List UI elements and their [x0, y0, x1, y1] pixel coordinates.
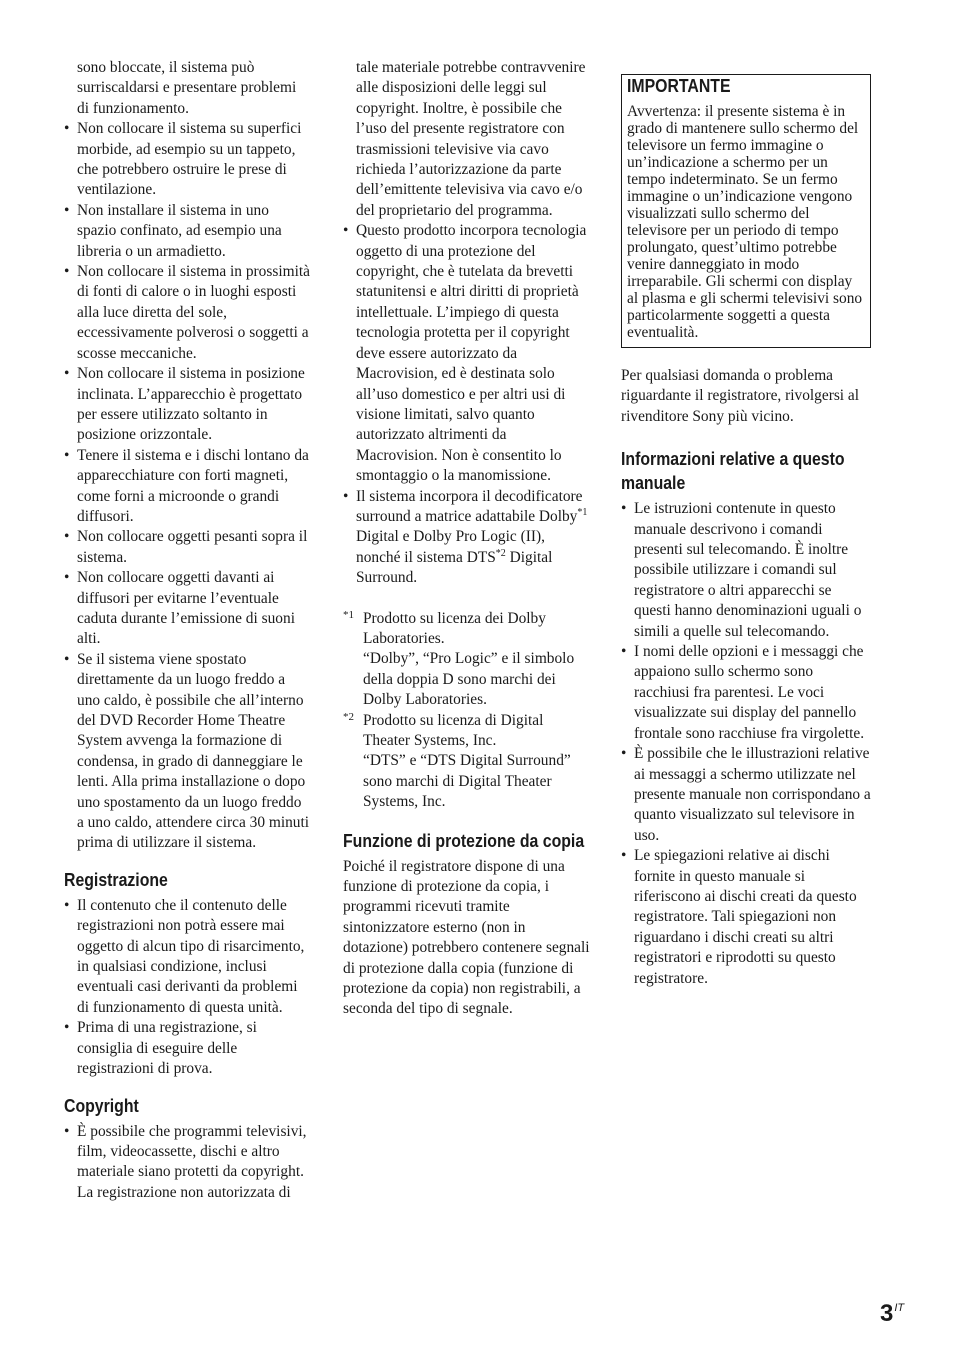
list-item: • Non collocare il sistema in prossimità di fonti di calore o in luoghi esposti alla luce diretta del sole, eccessivamente polverosi o soggetti a scosse meccaniche. [64, 262, 310, 364]
copyright-list-continued [343, 58, 591, 589]
footnote-text: “DTS” e “DTS Digital Surround” sono marchi di Digital Theater Systems, Inc. [363, 752, 571, 811]
list-item: • Non collocare oggetti pesanti sopra il sistema. [64, 527, 310, 568]
footnote-ref-2: *2 [495, 547, 506, 559]
column-3 [621, 58, 871, 989]
importante-body: Avvertenza: il presente sistema è in grado di mantenere sullo schermo del televisore un fermo immagine o un’indicazione a schermo per un tempo indeterminato. Se un fermo immagine o un’indicazione vengono visualizzati sullo schermo del televisore per un periodo di tempo prolungato, quest’ultimo potrebbe venire danneggiato in modo irreparabile. Gli schermi con display al plasma e gli schermi televisivi sono particolarmente soggetti a questa eventualità. [627, 103, 863, 341]
list-item: • Non collocare il sistema in posizione inclinata. L’apparecchio è progettato per essere utilizzato soltanto in posizione orizzontale. [64, 364, 310, 446]
list-item: • Questo prodotto incorpora tecnologia oggetto di una protezione del copyright, che è tutelata da brevetti statunitensi e altri diritti di proprietà intellettuale. L’impiego di questa tecnologia protetta per il copyright deve essere autorizzato da Macrovision, ed è destinata solo all’uso domestico e per altri usi di visione limitati, salvo quanto autorizzato altrimenti da Macrovision. Non è consentito lo smontaggio o la manomissione. [343, 221, 591, 486]
list-item-dolby [343, 487, 591, 589]
list-item: • Il contenuto che il contenuto delle registrazioni non potrà essere mai oggetto di alcun tipo di risarcimento, in qualsiasi condizione, inclusi eventuali casi derivanti da problemi di funzionamento di questa unità. [64, 896, 310, 1018]
info-heading: Informazioni relative a questo manuale [621, 449, 845, 494]
info-list [621, 499, 871, 989]
list-item: • Se il sistema viene spostato direttamente da un luogo freddo a uno caldo, è possibile che all’interno del DVD Recorder Home Theatre System avvenga la formazione di condensa, in grado di danneggiare le lenti. Alla prima installazione o dopo uno spostamento da un luogo freddo a uno caldo, attendere circa 30 minuti prima di utilizzare il sistema. [64, 650, 310, 854]
list-item: • Non installare il sistema in uno spazio confinato, ad esempio una libreria o un armadietto. [64, 201, 310, 262]
registrazione-heading: Registrazione [64, 869, 168, 890]
page-locale: IT [894, 1302, 905, 1314]
list-item: • Prima di una registrazione, si consiglia di eseguire delle registrazioni di prova. [64, 1018, 310, 1079]
footnote-mark: *2 [343, 710, 354, 723]
dolby-text-3: Digital Surround. [356, 548, 553, 587]
list-item: • Le spiegazioni relative ai dischi fornite in questo manuale si riferiscono ai dischi creati da questo registratore. Tali spiegazioni non riguardano i dischi creati su altri registratori e riprodotti su questo registratore. [621, 846, 871, 989]
importante-heading: IMPORTANTE [627, 76, 731, 96]
precautions-list [64, 58, 310, 854]
contact-paragraph: Per qualsiasi domanda o problema riguardante il registratore, rivolgersi al rivenditore Sony più vicino. [621, 367, 860, 425]
footnote-mark: *1 [343, 608, 354, 621]
list-item: • Tenere il sistema e i dischi lontano da apparecchiature con forti magneti, come forni a microonde o grandi diffusori. [64, 446, 310, 528]
list-item: • Non collocare il sistema su superfici morbide, ad esempio su un tappeto, che potrebbero ostruire le prese di ventilazione. [64, 119, 310, 201]
column-2 [343, 58, 591, 1020]
footnote-2 [343, 711, 591, 813]
importante-box [621, 74, 871, 348]
page-number-value: 3 [880, 1300, 894, 1327]
list-item: • Non collocare oggetti davanti ai diffusori per evitarne l’eventuale caduta durante l’emissione di suoni alti. [64, 568, 310, 650]
column-1 [64, 58, 310, 1203]
protezione-body: Poiché il registratore dispone di una funzione di protezione da copia, i programmi ricevuti tramite sintonizzatore esterno (non in dotazione) potrebbero contenere segnali di protezione dalla copia (funzione di protezione da copia) non registrabili, a seconda del tipo di segnale. [343, 857, 590, 1018]
copyright-heading: Copyright [64, 1095, 139, 1116]
protezione-heading: Funzione di protezione da copia [343, 830, 585, 851]
footnote-text: Prodotto su licenza di Digital Theater Systems, Inc. [363, 711, 544, 749]
footnote-1 [343, 609, 591, 711]
footnote-text: Prodotto su licenza dei Dolby Laboratories. [363, 609, 546, 647]
list-item: tale materiale potrebbe contravvenire alle disposizioni delle leggi sul copyright. Inoltre, è possibile che l’uso del presente registratore con trasmissioni televisive via cavo richieda l’autorizzazione da parte dell’emittente televisiva via cavo e/o del proprietario del programma. [356, 59, 586, 219]
copyright-list [64, 1122, 310, 1204]
footnote-ref-1: *1 [577, 506, 588, 518]
list-item: • I nomi delle opzioni e i messaggi che appaiono sullo schermo sono racchiusi fra parentesi. Le voci visualizzate sui display del pannello frontale sono racchiuse fra virgolette. [621, 642, 871, 744]
dolby-text-1: Il sistema incorpora il decodificatore surround a matrice adattabile Dolby [356, 487, 583, 525]
registrazione-list [64, 896, 310, 1080]
list-item: sono bloccate, il sistema può surriscaldarsi e presentare problemi di funzionamento. [77, 59, 297, 117]
list-item: • Le istruzioni contenute in questo manuale descrivono i comandi presenti sul telecomando. È inoltre possibile utilizzare i comandi sul registratore o altri apparecchi se questi hanno denominazioni uguali o simili a quelle sul telecomando. [621, 499, 871, 642]
page-number [880, 1300, 904, 1328]
list-item: • È possibile che programmi televisivi, film, videocassette, dischi e altro materiale siano protetti da copyright. La registrazione non autorizzata di [64, 1122, 310, 1204]
footnote-text: “Dolby”, “Pro Logic” e il simbolo della doppia D sono marchi dei Dolby Laboratories. [363, 650, 575, 709]
dolby-text-2: Digital e Dolby Pro Logic (II), nonché il sistema DTS [356, 528, 545, 566]
list-item: • È possibile che le illustrazioni relative ai messaggi a schermo utilizzate nel presente manuale non corrispondano a quanto visualizzato sul televisore in uso. [621, 744, 871, 846]
